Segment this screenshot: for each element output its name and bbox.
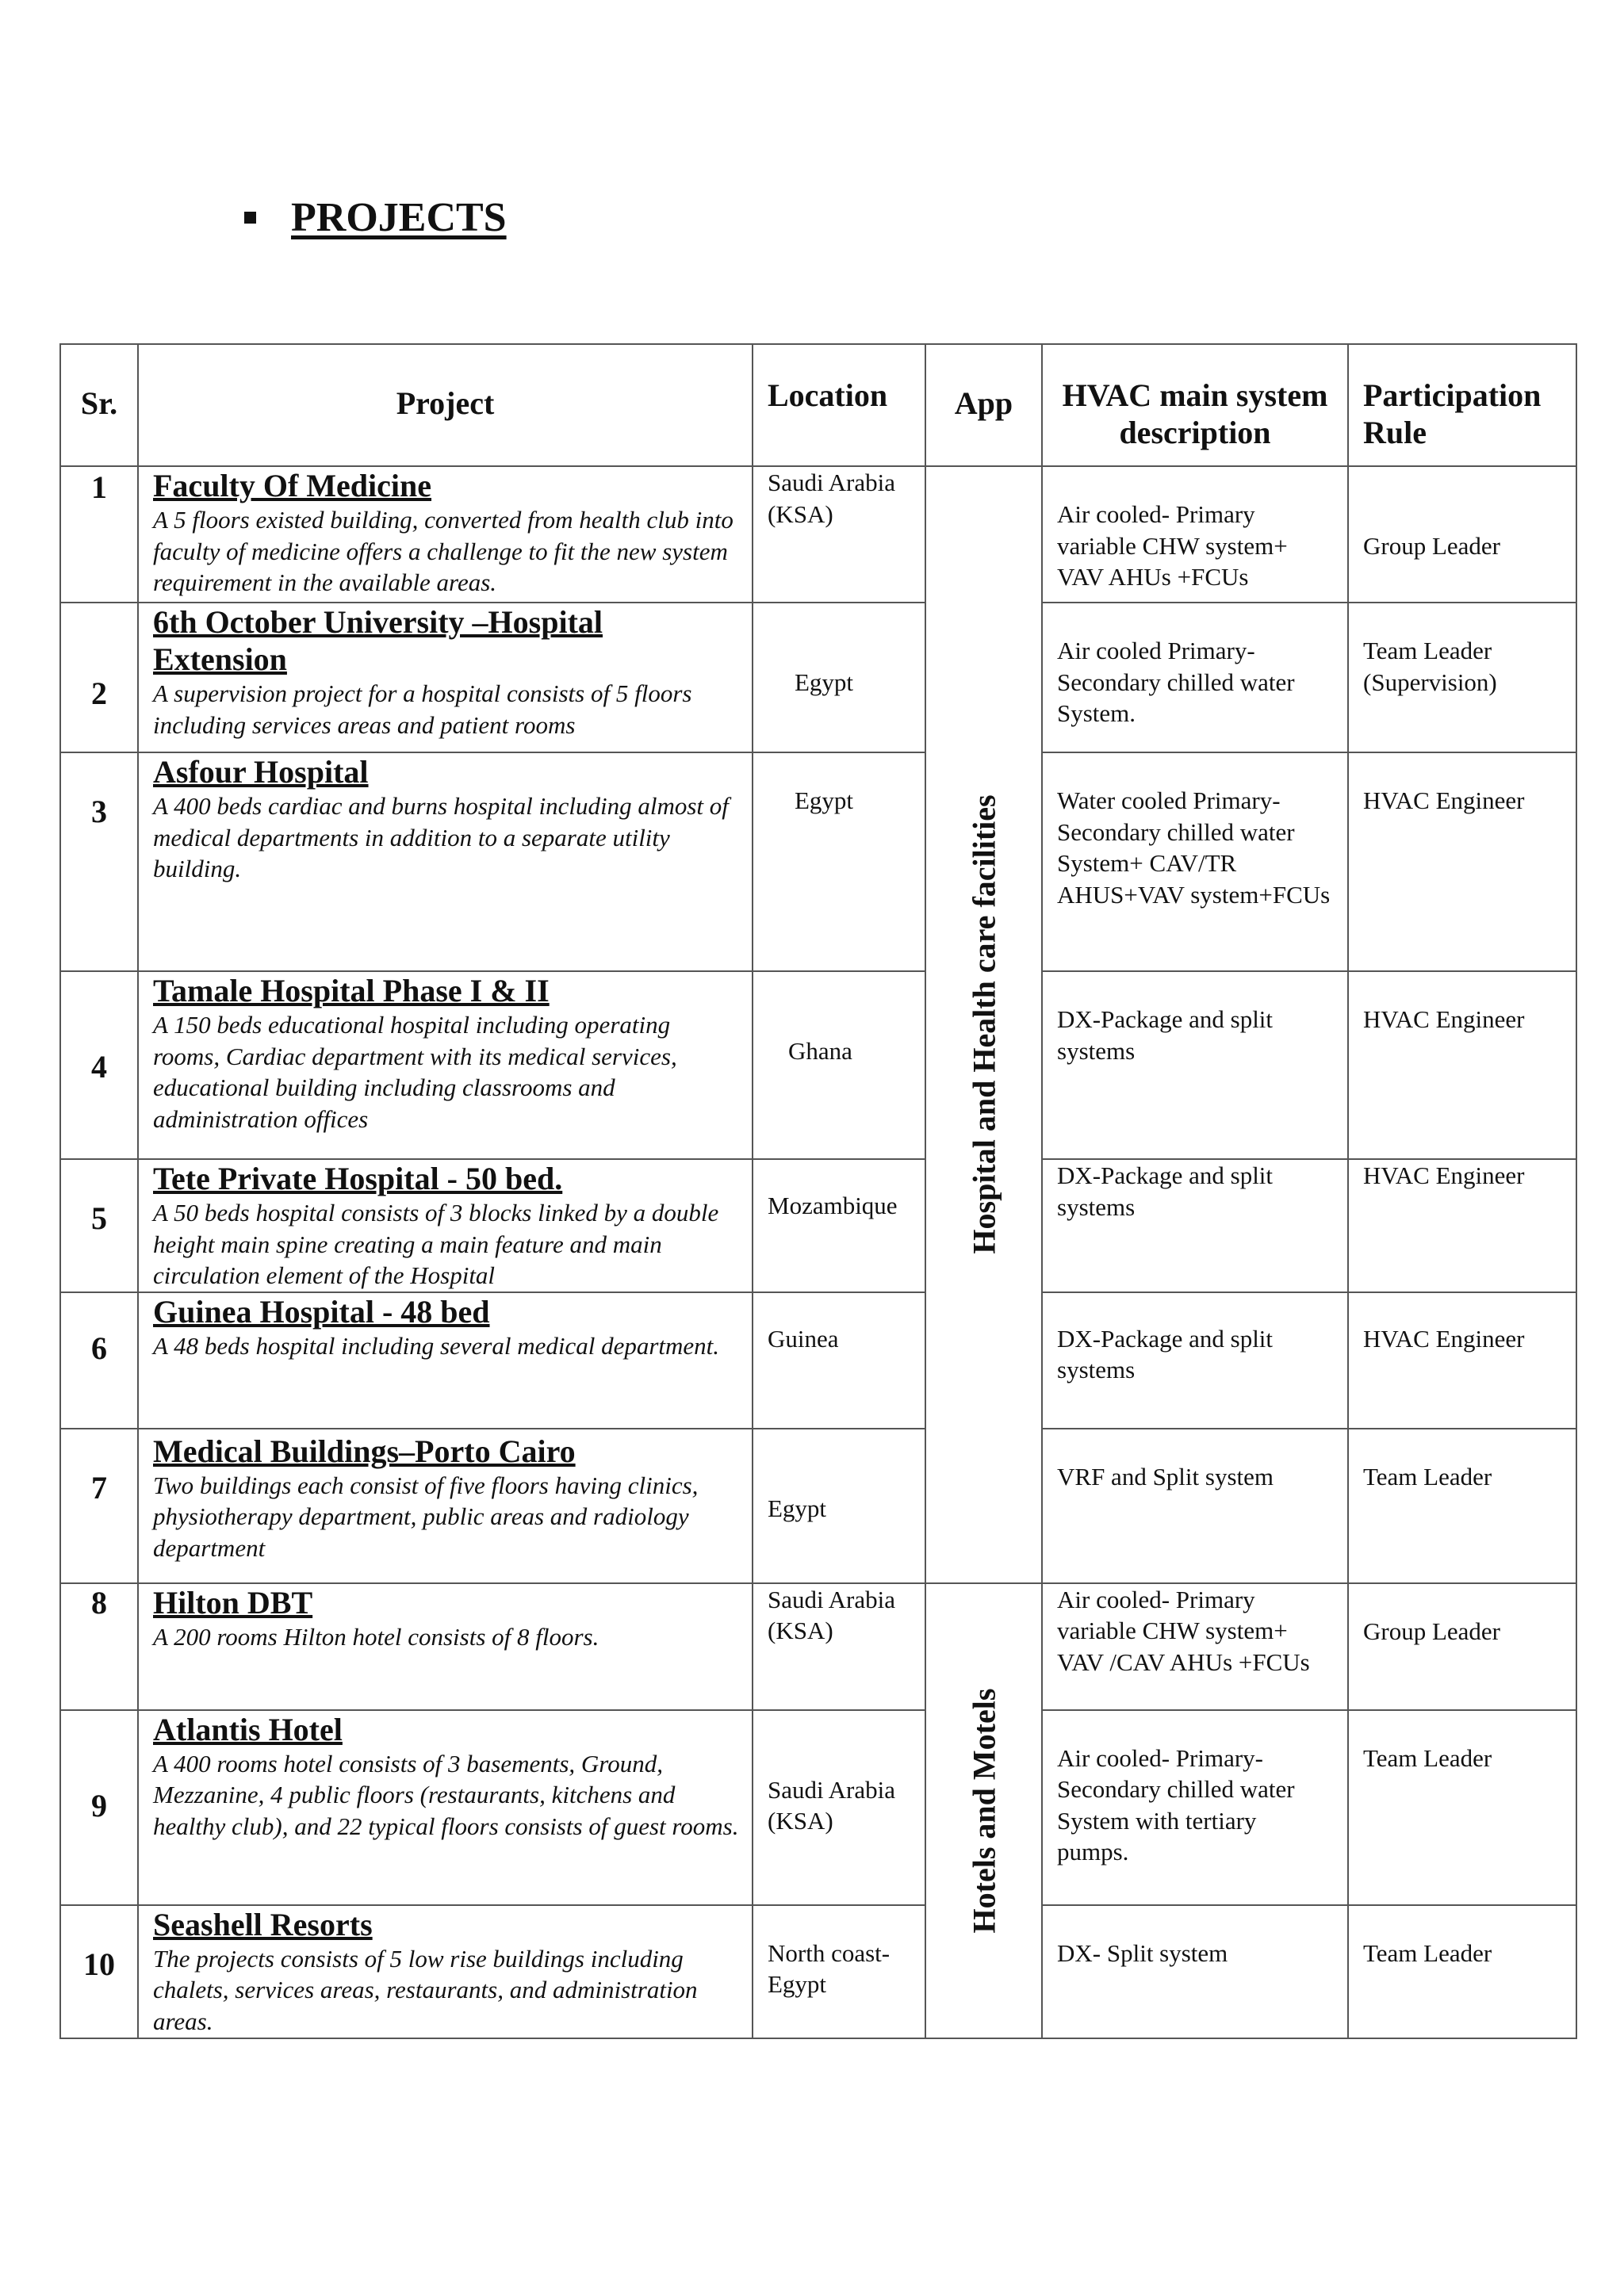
header-role: Participation Rule bbox=[1348, 344, 1576, 466]
location-cell: Egypt bbox=[753, 603, 925, 752]
table-row bbox=[60, 603, 1576, 752]
project-title: Tamale Hospital Phase I & II bbox=[153, 973, 550, 1008]
project-description: Two buildings each consist of five floors having clinics, physiotherapy department, public areas and radiology department bbox=[153, 1471, 699, 1562]
role-cell: Team Leader bbox=[1348, 1429, 1576, 1583]
header-sr: Sr. bbox=[60, 344, 138, 466]
role-cell: HVAC Engineer bbox=[1348, 971, 1576, 1159]
project-description: A 50 beds hospital consists of 3 blocks linked by a double height main spine creating a main feature and main circulation element of the Hospital bbox=[153, 1199, 719, 1289]
location-cell: Mozambique bbox=[753, 1159, 925, 1292]
row-number: 6 bbox=[60, 1292, 138, 1429]
location-cell: Egypt bbox=[753, 1429, 925, 1583]
project-description: A 400 rooms hotel consists of 3 basements, Ground, Mezzanine, 4 public floors (restaurants, kitchens and healthy club), and 22 typical floors consists of guest rooms. bbox=[153, 1749, 739, 1840]
table-row bbox=[60, 1710, 1576, 1905]
hvac-cell: Air cooled Primary-Secondary chilled water System. bbox=[1042, 603, 1348, 752]
project-title: Asfour Hospital bbox=[153, 754, 369, 790]
hvac-cell: VRF and Split system bbox=[1042, 1429, 1348, 1583]
location-cell: Ghana bbox=[753, 971, 925, 1159]
role-cell: Team Leader bbox=[1348, 1710, 1576, 1905]
row-number: 3 bbox=[60, 752, 138, 971]
table-header-row bbox=[60, 344, 1576, 466]
project-title: Atlantis Hotel bbox=[153, 1711, 343, 1747]
header-hvac: HVAC main system description bbox=[1042, 344, 1348, 466]
role-cell: HVAC Engineer bbox=[1348, 1159, 1576, 1292]
project-cell bbox=[138, 1710, 753, 1905]
project-cell bbox=[138, 1159, 753, 1292]
table-row bbox=[60, 1905, 1576, 2038]
project-description: A 150 beds educational hospital including operating rooms, Cardiac department with its medical services, educational building including classrooms and administration offices bbox=[153, 1011, 677, 1133]
project-description: A 48 beds hospital including several medical department. bbox=[153, 1331, 720, 1360]
location-cell: North coast-Egypt bbox=[753, 1905, 925, 2038]
project-title: Tete Private Hospital - 50 bed. bbox=[153, 1161, 563, 1196]
hvac-cell: Water cooled Primary-Secondary chilled water System+ CAV/TR AHUS+VAV system+FCUs bbox=[1042, 752, 1348, 971]
row-number: 9 bbox=[60, 1710, 138, 1905]
row-number: 2 bbox=[60, 603, 138, 752]
project-title: 6th October University –Hospital Extension bbox=[153, 604, 603, 677]
location-cell: Saudi Arabia (KSA) bbox=[753, 1583, 925, 1710]
row-number: 4 bbox=[60, 971, 138, 1159]
project-title: Medical Buildings–Porto Cairo bbox=[153, 1433, 576, 1469]
project-description: A supervision project for a hospital consists of 5 floors including services areas and patient rooms bbox=[153, 679, 692, 739]
hvac-cell: DX- Split system bbox=[1042, 1905, 1348, 2038]
table-row bbox=[60, 971, 1576, 1159]
project-cell bbox=[138, 1292, 753, 1429]
app-group-cell bbox=[925, 1583, 1042, 2038]
row-number: 8 bbox=[60, 1583, 138, 1710]
project-title: Faculty Of Medicine bbox=[153, 468, 432, 503]
app-group-label: Hotels and Motels bbox=[966, 1688, 1002, 1933]
project-description: A 400 beds cardiac and burns hospital including almost of medical departments in addition to a separate utility building. bbox=[153, 792, 729, 882]
location-cell: Saudi Arabia (KSA) bbox=[753, 1710, 925, 1905]
projects-table bbox=[59, 343, 1577, 2039]
row-number: 7 bbox=[60, 1429, 138, 1583]
row-number: 10 bbox=[60, 1905, 138, 2038]
project-cell bbox=[138, 971, 753, 1159]
row-number: 1 bbox=[60, 466, 138, 603]
project-cell bbox=[138, 466, 753, 603]
project-description: A 200 rooms Hilton hotel consists of 8 floors. bbox=[153, 1622, 599, 1651]
table-row bbox=[60, 466, 1576, 603]
project-description: The projects consists of 5 low rise buildings including chalets, services areas, restaurants, and administration areas. bbox=[153, 1944, 698, 2035]
table-row bbox=[60, 1429, 1576, 1583]
role-cell: HVAC Engineer bbox=[1348, 752, 1576, 971]
project-title: Guinea Hospital - 48 bed bbox=[153, 1293, 490, 1330]
table-row bbox=[60, 752, 1576, 971]
project-title: Seashell Resorts bbox=[153, 1906, 373, 1942]
header-location: Location bbox=[753, 344, 925, 466]
table-row bbox=[60, 1159, 1576, 1292]
location-cell: Guinea bbox=[753, 1292, 925, 1429]
table-row bbox=[60, 1292, 1576, 1429]
project-title: Hilton DBT bbox=[153, 1584, 313, 1621]
role-cell: Group Leader bbox=[1348, 1583, 1576, 1710]
app-group-cell bbox=[925, 466, 1042, 1583]
role-cell: Team Leader bbox=[1348, 1905, 1576, 2038]
row-number: 5 bbox=[60, 1159, 138, 1292]
project-description: A 5 floors existed building, converted from health club into faculty of medicine offers a challenge to fit the new system requirement in the available areas. bbox=[153, 506, 733, 596]
project-cell bbox=[138, 1905, 753, 2038]
page-title: PROJECTS bbox=[291, 195, 507, 240]
section-heading bbox=[244, 194, 507, 241]
role-cell: Group Leader bbox=[1348, 466, 1576, 603]
hvac-cell: Air cooled- Primary variable CHW system+ VAV AHUs +FCUs bbox=[1042, 466, 1348, 603]
hvac-cell: Air cooled- Primary-Secondary chilled water System with tertiary pumps. bbox=[1042, 1710, 1348, 1905]
square-bullet-icon bbox=[244, 212, 256, 224]
role-cell: Team Leader (Supervision) bbox=[1348, 603, 1576, 752]
location-cell: Saudi Arabia (KSA) bbox=[753, 466, 925, 603]
project-cell bbox=[138, 752, 753, 971]
role-cell: HVAC Engineer bbox=[1348, 1292, 1576, 1429]
project-cell bbox=[138, 1583, 753, 1710]
project-cell bbox=[138, 1429, 753, 1583]
header-app: App bbox=[925, 344, 1042, 466]
hvac-cell: DX-Package and split systems bbox=[1042, 1159, 1348, 1292]
location-cell: Egypt bbox=[753, 752, 925, 971]
hvac-cell: DX-Package and split systems bbox=[1042, 1292, 1348, 1429]
table-row bbox=[60, 1583, 1576, 1710]
hvac-cell: Air cooled- Primary variable CHW system+ VAV /CAV AHUs +FCUs bbox=[1042, 1583, 1348, 1710]
header-project: Project bbox=[138, 344, 753, 466]
hvac-cell: DX-Package and split systems bbox=[1042, 971, 1348, 1159]
project-cell bbox=[138, 603, 753, 752]
app-group-label: Hospital and Health care facilities bbox=[966, 794, 1002, 1254]
